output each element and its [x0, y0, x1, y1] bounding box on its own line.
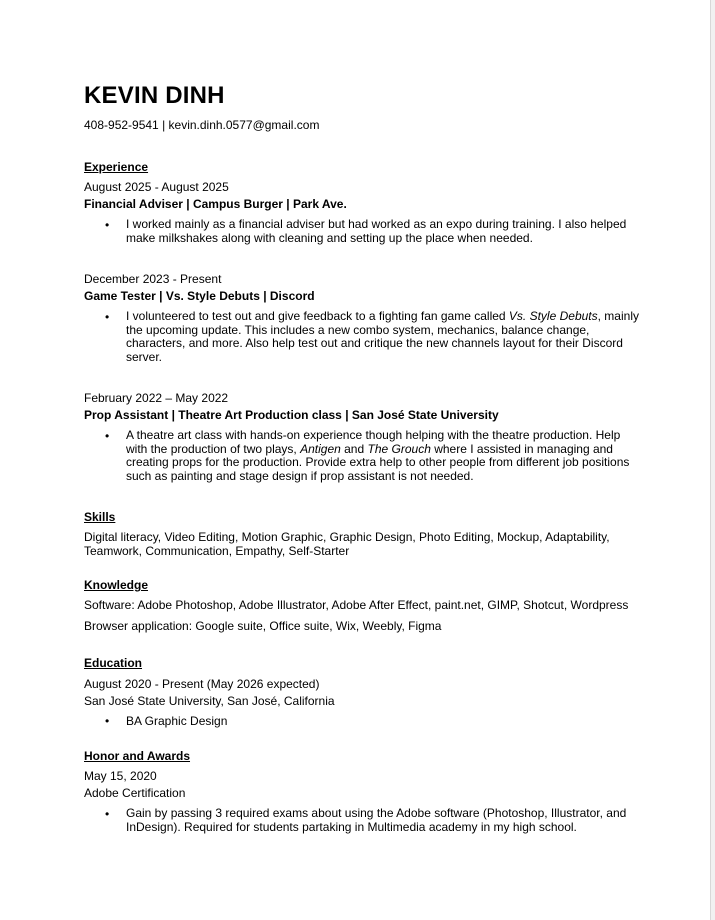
job-3-line-1: A theatre art class with hands-on experience though helping with the theatre production. Help	[126, 428, 621, 442]
job-2-line-2: the upcoming update. This includes a new combo system, mechanics, balance change,	[126, 322, 590, 337]
education-heading: Education	[84, 656, 143, 670]
job-2-line-4: server.	[126, 349, 163, 364]
skills-line-2: Teamwork, Communication, Empathy, Self-Starter	[84, 544, 350, 558]
job-1-line-1: I worked mainly as a financial adviser but had worked as an expo during training. I also helped	[126, 217, 627, 231]
game-title: Vs. Style Debuts	[508, 309, 598, 323]
job-2-line-1: I volunteered to test out and give feedback to a fighting fan game called Vs. Style Debuts, mainly	[126, 309, 639, 323]
applicant-name: KEVIN DINH	[84, 82, 225, 109]
job-3-line-4: such as painting and stage design if prop assistant is not needed.	[126, 468, 474, 483]
contact-info: 408-952-9541 | kevin.dinh.0577@gmail.com	[84, 118, 320, 132]
job-1-dates: August 2025 - August 2025	[84, 180, 229, 194]
honors-award: Adobe Certification	[84, 786, 186, 800]
job-2-line-3: characters, and more. Also help test out and critique the new channels layout for their Discord	[126, 336, 623, 351]
job-2-bullet-text	[126, 310, 639, 364]
honors-line-1: Gain by passing 3 required exams about using the Adobe software (Photoshop, Illustrator, and	[126, 806, 627, 820]
job-3-title: Prop Assistant | Theatre Art Production class | San José State University	[84, 408, 499, 422]
job-2-bullet-marker: •	[105, 310, 110, 324]
honors-bullet-marker: •	[105, 807, 110, 821]
knowledge-heading: Knowledge	[84, 578, 149, 592]
skills-heading: Skills	[84, 510, 116, 524]
job-3-line-3: creating props for the production. Provide extra help to other people from different job positions	[126, 455, 630, 470]
job-1-title: Financial Adviser | Campus Burger | Park Ave.	[84, 197, 347, 211]
honors-line-2: InDesign). Required for students partaking in Multimedia academy in my high school.	[126, 819, 577, 834]
education-bullet-marker: •	[105, 714, 110, 728]
job-3-dates: February 2022 – May 2022	[84, 391, 229, 405]
job-2-title: Game Tester | Vs. Style Debuts | Discord	[84, 289, 315, 303]
knowledge-browser: Browser application: Google suite, Office suite, Wix, Weebly, Figma	[84, 619, 442, 633]
education-school: San José State University, San José, California	[84, 694, 335, 708]
honors-date: May 15, 2020	[84, 769, 157, 783]
honors-heading: Honor and Awards	[84, 749, 191, 763]
job-1-line-2: make milkshakes along with cleaning and setting up the place when needed.	[126, 230, 533, 245]
job-3-line-2: with the production of two plays, Antigen and The Grouch where I assisted in managing and	[126, 441, 613, 456]
education-degree: BA Graphic Design	[126, 714, 228, 728]
play-title-grouch: The Grouch	[367, 441, 431, 456]
job-1-bullet-marker: •	[105, 218, 110, 232]
honors-bullet-text	[126, 807, 626, 834]
experience-heading: Experience	[84, 160, 149, 174]
skills-line-1: Digital literacy, Video Editing, Motion Graphic, Graphic Design, Photo Editing, Mockup, Adaptability,	[84, 530, 610, 544]
education-dates: August 2020 - Present (May 2026 expected)	[84, 677, 320, 691]
job-3-bullet-marker: •	[105, 429, 110, 443]
job-2-dates: December 2023 - Present	[84, 272, 222, 286]
play-title-antigen: Antigen	[300, 441, 341, 456]
job-3-bullet-text	[126, 429, 629, 483]
knowledge-software: Software: Adobe Photoshop, Adobe Illustrator, Adobe After Effect, paint.net, GIMP, Shotcut, Wordpress	[84, 598, 629, 612]
job-1-bullet-text	[126, 218, 626, 245]
